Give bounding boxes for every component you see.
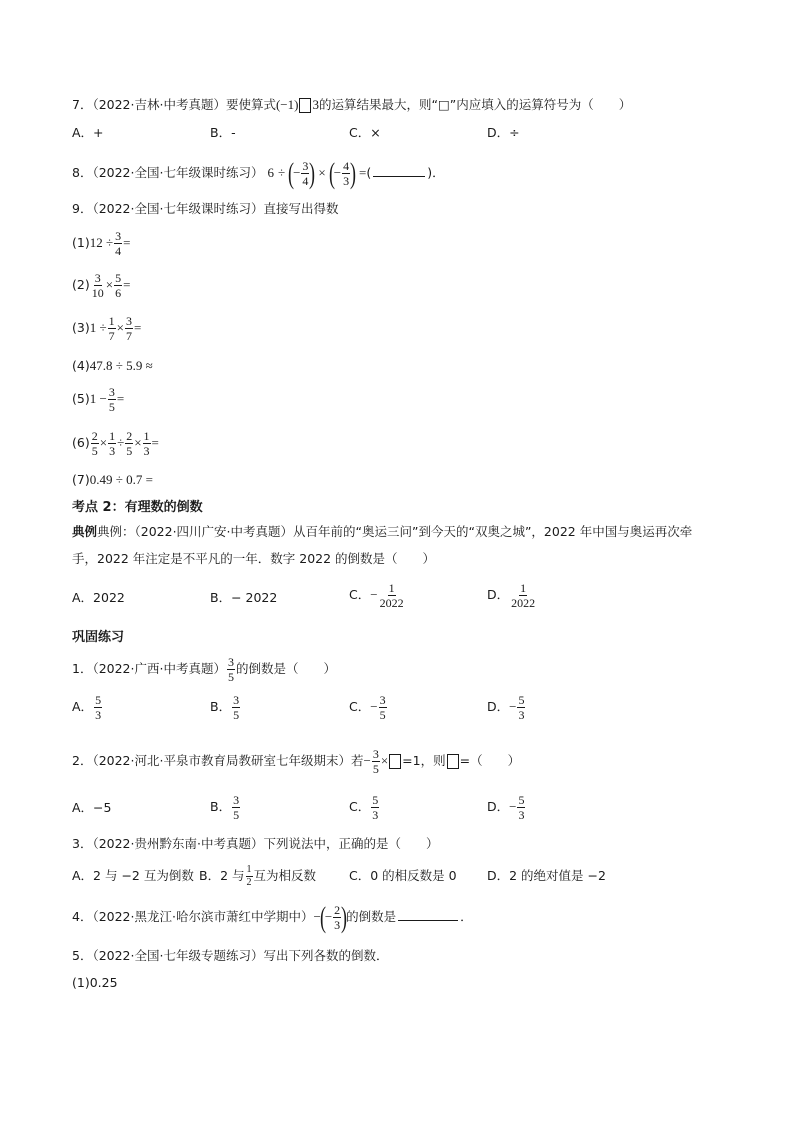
practice-heading: 巩固练习 bbox=[72, 630, 125, 645]
q7-option-a: A．+ bbox=[72, 125, 104, 140]
q8-answer-blank[interactable] bbox=[373, 166, 425, 177]
practice-q1-option-b: B． $\frac{3}{5}$ bbox=[210, 693, 240, 722]
example-paragraph bbox=[72, 518, 732, 572]
q9-part-5: (5)1 − $\frac{3}{5}$ = bbox=[72, 385, 125, 414]
practice-q1: 1．（2022·广西·中考真题） $\frac{3}{5}$ 的倒数是（ ） bbox=[72, 655, 336, 684]
q7-option-c: C．× bbox=[349, 125, 381, 140]
q7-suffix: 的运算结果最大，则“□”内应填入的运算符号为（ ） bbox=[318, 97, 632, 112]
practice-q3-option-c: C．0 的相反数是 0 bbox=[349, 868, 457, 883]
practice-q2-box-2 bbox=[447, 754, 459, 769]
q9-part-1: (1)12 ÷ $\frac{3}{4}$ = bbox=[72, 229, 131, 258]
q7-blank-box bbox=[299, 98, 311, 113]
practice-q2-option-b: B． $\frac{3}{5}$ bbox=[210, 793, 240, 822]
q7-option-d: D．÷ bbox=[487, 125, 520, 140]
q8-frac-1: $\frac{3}{4}$ bbox=[302, 159, 309, 188]
example-option-c: C．− $\frac{1}{2022}$ bbox=[349, 581, 404, 610]
practice-q3-option-b: B．2 与 $\frac{1}{2}$ 互为相反数 bbox=[199, 864, 317, 888]
practice-q3-title: 3．（2022·贵州黔东南·中考真题）下列说法中，正确的是（ ） bbox=[72, 836, 439, 851]
example-option-d: D． $\frac{1}{2022}$ bbox=[487, 581, 536, 610]
practice-q2-option-d: D．− $\frac{5}{3}$ bbox=[487, 793, 525, 822]
practice-q2-option-c: C． $\frac{5}{3}$ bbox=[349, 793, 379, 822]
q8-minus-1: − bbox=[293, 165, 301, 180]
q9-title: 9．（2022·全国·七年级课时练习）直接写出得数 bbox=[72, 201, 339, 216]
example-label: 典例 bbox=[72, 524, 98, 539]
example-option-a: A．2022 bbox=[72, 590, 125, 605]
q7-expr-a: (−1) bbox=[275, 97, 299, 112]
section-heading: 考点 2：有理数的倒数 bbox=[72, 500, 203, 515]
practice-q5-title: 5．（2022·全国·七年级专题练习）写出下列各数的倒数． bbox=[72, 948, 389, 963]
q8-eq: = bbox=[359, 165, 367, 180]
practice-q2-option-a: A．−5 bbox=[72, 800, 112, 815]
practice-q1-option-d: D．− $\frac{5}{3}$ bbox=[487, 693, 525, 722]
q8-div: ÷ bbox=[277, 165, 286, 180]
q8-frac-2: $\frac{4}{3}$ bbox=[343, 159, 350, 188]
practice-q2: 2．（2022·河北·平泉市教育局教研室七年级期末）若− $\frac{3}{5}$ × =1，则 =（ ） bbox=[72, 747, 521, 776]
practice-q4: 4．（2022·黑龙江·哈尔滨市萧红中学期中）−(− $\frac{2}{3}$ )的倒数是 ． bbox=[72, 900, 473, 934]
q7-prefix: 7．（2022·吉林·中考真题）要使算式 bbox=[72, 97, 276, 112]
example-line-2: 手，2022 年注定是不平凡的一年．数字 2022 的倒数是（ ） bbox=[72, 551, 436, 566]
question-8: 8．（2022·全国·七年级课时练习） 6 ÷ (− $\frac{3}{4}$ ) × (− $\frac{4}{3}$ ) =( )． bbox=[72, 156, 445, 190]
q9-part-2: (2) $\frac{3}{10}$ × $\frac{5}{6}$ = bbox=[72, 271, 131, 300]
q9-part-4: (4)47.8 ÷ 5.9 ≈ bbox=[72, 358, 153, 373]
q9-part-6: (6) $\frac{2}{5}$ × $\frac{1}{3}$ ÷ $\frac{2}{5}$ × $\frac{1}{3}$ = bbox=[72, 429, 159, 458]
example-option-b: B．− 2022 bbox=[210, 590, 278, 605]
q8-times: × bbox=[318, 165, 326, 180]
q9-part-3: (3)1 ÷ $\frac{1}{7}$ × $\frac{3}{7}$ = bbox=[72, 314, 142, 343]
practice-q1-option-c: C．− $\frac{3}{5}$ bbox=[349, 693, 386, 722]
practice-q4-answer-blank[interactable] bbox=[398, 910, 458, 921]
q8-open: ( bbox=[366, 165, 372, 180]
practice-q3-option-a: A．2 与 −2 互为倒数 bbox=[72, 868, 194, 883]
q8-prefix: 8．（2022·全国·七年级课时练习） bbox=[72, 165, 264, 180]
practice-q3-option-d: D．2 的绝对值是 −2 bbox=[487, 868, 606, 883]
practice-q2-box-1 bbox=[389, 754, 401, 769]
question-7 bbox=[72, 97, 631, 113]
q7-expr-b: 3 bbox=[312, 97, 319, 112]
practice-q1-option-a: A． $\frac{5}{3}$ bbox=[72, 693, 102, 722]
practice-q5-part-1: (1)0.25 bbox=[72, 975, 118, 990]
q7-option-b: B．- bbox=[210, 125, 236, 140]
q8-number: 6 bbox=[267, 165, 274, 180]
q8-close: )． bbox=[427, 165, 445, 180]
q9-part-7: (7)0.49 ÷ 0.7 = bbox=[72, 472, 153, 487]
example-line-1: 典例：（2022·四川广安·中考真题）从百年前的“奥运三问”到今天的“双奥之城”，2022 年中国与奥运再次牵 bbox=[97, 524, 693, 539]
q8-minus-2: − bbox=[333, 165, 342, 180]
